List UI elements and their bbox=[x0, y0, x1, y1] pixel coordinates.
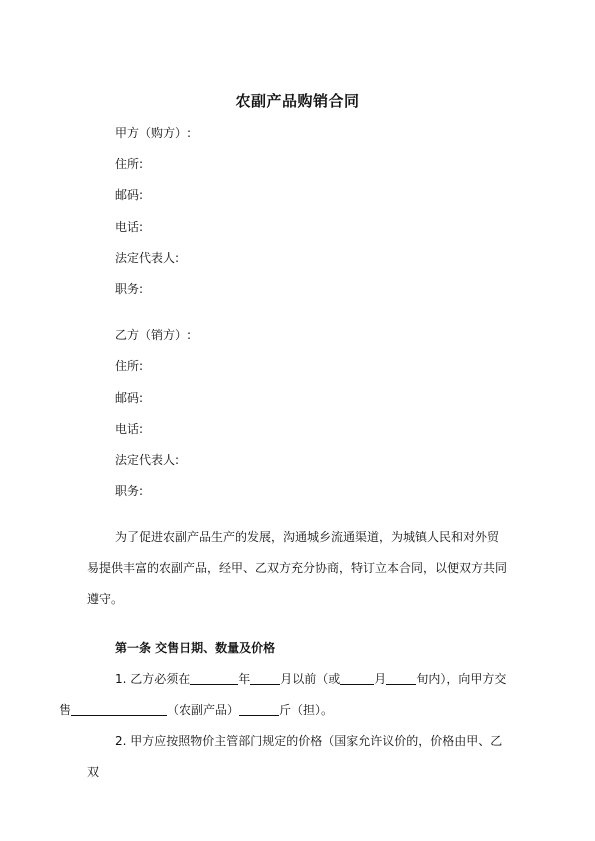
party-a-address: 住所: bbox=[115, 157, 144, 171]
article-1-item-2 bbox=[87, 726, 507, 788]
blank-period bbox=[386, 672, 416, 685]
party-b-position: 职务: bbox=[115, 484, 144, 498]
item1-text-8: 斤（担）。 bbox=[279, 703, 334, 717]
party-a-phone: 电话: bbox=[115, 220, 144, 234]
preamble-paragraph bbox=[87, 522, 507, 615]
article-1-item-1 bbox=[59, 664, 507, 726]
item1-text-4: 月 bbox=[374, 672, 387, 686]
document-title: 农副产品购销合同 bbox=[235, 92, 360, 110]
party-a-label: 甲方（购方）: bbox=[115, 126, 192, 140]
party-a-position: 职务: bbox=[115, 282, 144, 296]
party-b-label: 乙方（销方）: bbox=[115, 328, 192, 342]
blank-year bbox=[190, 672, 238, 685]
item1-text-7: （农副产品） bbox=[167, 703, 240, 717]
item1-text-2: 年 bbox=[238, 672, 251, 686]
preamble-text: 为了促进农副产品生产的发展，沟通城乡流通渠道，为城镇人民和对外贸易提供丰富的农副产品，经甲、乙双方充分协商，特订立本合同，以便双方共同遵守。 bbox=[87, 530, 508, 606]
item1-text-5: 旬内），向甲方交 bbox=[416, 672, 507, 686]
article-1-heading: 第一条 交售日期、数量及价格 bbox=[115, 641, 276, 655]
item1-text-1: 1. 乙方必须在 bbox=[115, 672, 191, 686]
party-b-postcode: 邮码: bbox=[115, 391, 144, 405]
item1-text-6: 售 bbox=[59, 703, 72, 717]
blank-quantity bbox=[239, 703, 279, 716]
party-a-legal-rep: 法定代表人: bbox=[115, 251, 180, 265]
party-b-phone: 电话: bbox=[115, 422, 144, 436]
item1-text-3: 月以前（或 bbox=[280, 672, 341, 686]
party-b-address: 住所: bbox=[115, 359, 144, 373]
party-a-postcode: 邮码: bbox=[115, 188, 144, 202]
item2-text: 2. 甲方应按照物价主管部门规定的价格（国家允许议价的，价格由甲、乙双 bbox=[87, 734, 503, 779]
blank-product bbox=[71, 703, 167, 716]
blank-alt-month bbox=[340, 672, 374, 685]
blank-month bbox=[250, 672, 280, 685]
party-b-legal-rep: 法定代表人: bbox=[115, 453, 180, 467]
